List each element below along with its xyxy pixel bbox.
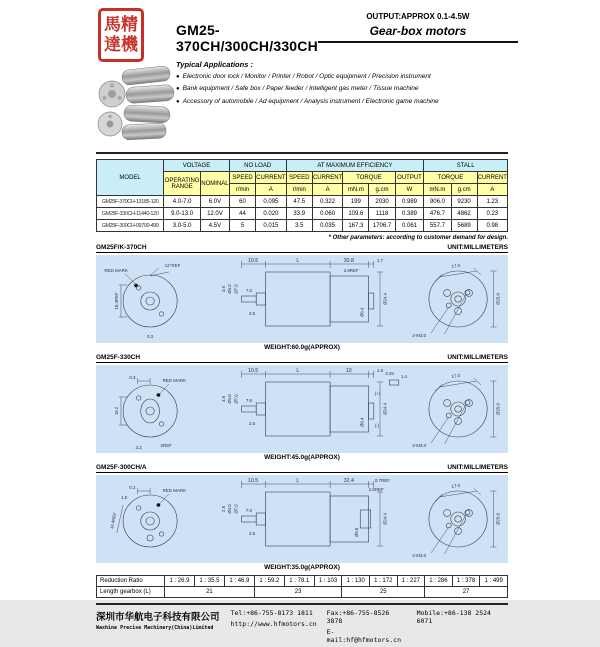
- application-item: [176, 73, 518, 81]
- model-number: GM25F-370CH-13185-120: [97, 196, 164, 208]
- max-eff-current: 0.322: [312, 196, 342, 208]
- dim-label: 32.4: [343, 478, 354, 484]
- ratio-value: 1 : 172: [369, 576, 397, 587]
- dim-label: 3.25: [385, 371, 394, 376]
- unit-rmin: r/min: [286, 184, 312, 196]
- dim-label: L: [296, 478, 300, 484]
- unit-mnm: mN.m: [343, 184, 369, 196]
- dim-label: 10.5: [248, 258, 259, 264]
- screw-spec-label: 2-M3.0: [412, 553, 427, 558]
- dim-label: 2REF: [160, 443, 172, 448]
- max-eff-speed: 3.5: [286, 220, 312, 232]
- col-header-output: OUTPUT: [395, 172, 424, 184]
- dim-label: Ø4.0: [227, 394, 233, 404]
- dim-label: 2.5: [248, 421, 256, 426]
- max-eff-current: 0.035: [312, 220, 342, 232]
- spec-row: [97, 220, 508, 232]
- dim-label: 7.6: [245, 398, 253, 403]
- dim-label: 0.2: [129, 485, 136, 490]
- stall-current: 0.23: [477, 208, 507, 220]
- unit-mnm: mN.m: [424, 184, 451, 196]
- length-row-label: Length gearbox (L): [97, 587, 165, 598]
- header-divider: [96, 152, 508, 154]
- dim-label: 3.9REF: [343, 268, 359, 273]
- bullet-icon: ●: [176, 86, 180, 93]
- dimension-drawing: [96, 365, 508, 453]
- dim-label: Ø24.4: [382, 403, 388, 415]
- dimension-drawing: [96, 475, 508, 563]
- dim-label: Ø6.4: [359, 417, 365, 427]
- max-eff-output: 0.389: [395, 208, 424, 220]
- red-mark-label: RED MARK: [162, 488, 187, 493]
- col-header-speed: SPEED: [229, 172, 255, 184]
- stall-torque-gcm: 9230: [451, 196, 477, 208]
- dim-label: 2.5: [248, 531, 256, 536]
- operating-range: 9.0-13.0: [164, 208, 201, 220]
- dim-label: 7.0: [245, 508, 253, 513]
- unit-label: UNIT:MILLIMETERS: [447, 464, 508, 471]
- col-header-current: CURRENT: [477, 172, 507, 184]
- weight-label: WEIGHT:35.0g(APPROX): [264, 564, 340, 571]
- model-number: GM25F-330CH-11440-120: [97, 208, 164, 220]
- application-text: Bank equipment / Safe box / Paper feeder / Intelligent gas meter / Tissue machine: [182, 85, 419, 93]
- col-header-model: MODEL: [97, 160, 164, 196]
- col-header-torque: TORQUE: [424, 172, 477, 184]
- product-subtitle: Gear-box motors: [369, 24, 467, 38]
- dim-label: Ø25.0: [495, 513, 501, 525]
- dim-label: 0.3: [129, 375, 136, 380]
- dim-label: 17.0: [451, 372, 461, 379]
- ratio-value: 1 : 227: [397, 576, 425, 587]
- dim-label: 18.3REF: [113, 292, 119, 310]
- weight-label: WEIGHT:60.0g(APPROX): [264, 344, 340, 351]
- max-eff-speed: 47.5: [286, 196, 312, 208]
- dim-label: Ø5.6: [354, 527, 360, 537]
- dim-label: 1.5: [120, 495, 128, 500]
- dim-label: 3.5: [220, 396, 227, 402]
- terminal-minus-label: (-): [374, 423, 380, 428]
- drawing-section-370ch: [96, 244, 508, 351]
- col-header-operating-range: OPERATING RANGE: [164, 172, 201, 196]
- stall-torque-gcm: 5689: [451, 220, 477, 232]
- footer: [96, 603, 508, 647]
- mobile-number: Mobile:+86-138 2524 6071: [416, 609, 491, 625]
- drawing-panel: [96, 255, 508, 343]
- dim-label: 0.7REF: [374, 478, 390, 483]
- col-header-current: CURRENT: [312, 172, 342, 184]
- unit-gcm: g.cm: [451, 184, 477, 196]
- unit-amp: A: [256, 184, 286, 196]
- unit-gcm: g.cm: [369, 184, 395, 196]
- red-mark-label: RED MARK: [162, 378, 187, 383]
- reduction-ratio-table: [96, 575, 508, 598]
- dim-label: 10.5: [248, 478, 259, 484]
- header-right-column: [176, 8, 518, 147]
- dim-label: 16.2: [113, 406, 119, 416]
- length-value: 23: [254, 587, 342, 598]
- bullet-icon: ●: [176, 74, 180, 80]
- no-load-speed: 5: [229, 220, 255, 232]
- screw-spec-label: 2-M3.0: [412, 443, 427, 448]
- dim-label: 30.8: [343, 258, 354, 264]
- dim-label: L: [296, 258, 300, 264]
- dim-label: 17.0: [451, 482, 461, 489]
- section-model-label: GM25F-330CH: [96, 354, 141, 361]
- col-group-stall: STALL: [424, 160, 508, 172]
- unit-rmin: r/min: [229, 184, 255, 196]
- fax-number: Fax:+86-755-8526 3878: [326, 609, 390, 625]
- ratio-value: 1 : 35.5: [194, 576, 224, 587]
- application-text: Electronic door lock / Monitor / Printer / Robot / Optic equipment / Precision instrument: [182, 73, 431, 80]
- length-value: 21: [165, 587, 255, 598]
- unit-label: UNIT:MILLIMETERS: [447, 244, 508, 251]
- max-eff-torque-mnm: 167.3: [343, 220, 369, 232]
- dim-label: L: [296, 368, 300, 374]
- company-seal-logo: [98, 8, 144, 62]
- ratio-value: 1 : 46.9: [224, 576, 254, 587]
- company-name-en: Washine Precise Machinery(China)Limited: [96, 625, 214, 631]
- no-load-speed: 44: [229, 208, 255, 220]
- drawing-panel: [96, 475, 508, 563]
- operating-range: 4.0-7.0: [164, 196, 201, 208]
- ratio-value: 1 : 499: [480, 576, 508, 587]
- dim-label: 14.4REF: [108, 511, 118, 530]
- header-left-column: [96, 8, 176, 147]
- col-group-voltage: VOLTAGE: [164, 160, 230, 172]
- email-address: E-mail:hf@hfmotors.cn: [326, 628, 401, 644]
- spec-row: [97, 208, 508, 220]
- length-value: 25: [342, 587, 425, 598]
- col-header-nominal: NOMINAL: [201, 172, 230, 196]
- unit-label: UNIT:MILLIMETERS: [447, 354, 508, 361]
- website-url: http://www.hfmotors.cn: [230, 620, 317, 628]
- dim-label: 3.2: [135, 445, 142, 450]
- ratio-value: 1 : 286: [425, 576, 453, 587]
- dim-label: 2.5: [220, 506, 227, 512]
- model-number: GM25F-300CH-09700-499: [97, 220, 164, 232]
- dim-label: Ø4.0: [227, 504, 233, 514]
- nominal-voltage: 12.0V: [201, 208, 230, 220]
- drawing-section-300ch: [96, 464, 508, 571]
- length-row: [97, 587, 508, 598]
- nominal-voltage: 6.0V: [201, 196, 230, 208]
- motor-photo: [96, 62, 176, 142]
- dim-label: 12°REF: [164, 263, 181, 268]
- dim-label: 0.3: [146, 334, 154, 339]
- application-text: Accessory of automobile / Ad equipment / Analysis instrument / Electronic game machine: [182, 97, 439, 105]
- dim-label: 10.5: [248, 368, 259, 374]
- customer-note: * Other parameters: according to customer demand for design.: [328, 235, 508, 241]
- stall-torque-gcm: 4862: [451, 208, 477, 220]
- applications-heading: Typical Applications :: [176, 60, 253, 69]
- dim-label: Ø7.0: [233, 504, 239, 514]
- red-mark-dot: [134, 284, 138, 288]
- seal-text-left: 馬達: [104, 14, 121, 54]
- col-group-max-efficiency: AT MAXIMUM EFFICIENCY: [286, 160, 424, 172]
- dim-label: Ø24.4: [382, 513, 388, 525]
- max-eff-torque-mnm: 109.6: [343, 208, 369, 220]
- red-mark-label: RED MARK: [104, 268, 128, 273]
- dim-label: Ø7.0: [233, 394, 239, 404]
- max-eff-torque-gcm: 1118: [369, 208, 395, 220]
- col-header-speed: SPEED: [286, 172, 312, 184]
- bullet-icon: ●: [176, 98, 180, 105]
- ratio-row: [97, 576, 508, 587]
- typical-applications: [176, 60, 518, 106]
- ratio-value: 1 : 26.9: [165, 576, 195, 587]
- output-rating: OUTPUT:APPROX 0.1-4.5W: [366, 12, 470, 21]
- output-block: [318, 8, 518, 43]
- section-model-label: GM25F/K-370CH: [96, 244, 147, 251]
- phone-number: Tel:+86-755-8173 1811: [230, 609, 313, 617]
- unit-watt: W: [395, 184, 424, 196]
- ratio-value: 1 : 130: [342, 576, 370, 587]
- ratio-value: 1 : 59.2: [254, 576, 284, 587]
- drawing-section-330ch: [96, 354, 508, 461]
- terminal-plus-label: (+): [374, 391, 381, 396]
- company-name-cn: 深圳市华航电子科技有限公司: [96, 612, 220, 623]
- col-header-current: CURRENT: [256, 172, 286, 184]
- dim-label: Ø25.0: [495, 403, 501, 415]
- max-eff-torque-mnm: 199: [343, 196, 369, 208]
- dim-label: 1.7: [376, 258, 384, 263]
- ratio-value: 1 : 378: [452, 576, 480, 587]
- header: [96, 8, 508, 147]
- max-eff-torque-gcm: 1706.7: [369, 220, 395, 232]
- max-eff-current: 0.060: [312, 208, 342, 220]
- page-title: GM25-370CH/300CH/330CH: [176, 22, 318, 54]
- max-eff-output: 0.061: [395, 220, 424, 232]
- dim-label: 3.5: [220, 286, 227, 292]
- dim-label: Ø24.4: [382, 293, 388, 305]
- max-eff-speed: 33.9: [286, 208, 312, 220]
- dim-label: 1.9: [376, 368, 384, 373]
- max-eff-output: 0.989: [395, 196, 424, 208]
- stall-current: 1.23: [477, 196, 507, 208]
- drawing-panel: [96, 365, 508, 453]
- no-load-current: 0.015: [256, 220, 286, 232]
- dim-label: Ø4.0: [227, 284, 233, 294]
- weight-label: WEIGHT:45.0g(APPROX): [264, 454, 340, 461]
- dim-label: 10: [345, 368, 352, 374]
- col-header-torque: TORQUE: [343, 172, 395, 184]
- spec-table: [96, 159, 508, 232]
- seal-text-right: 精機: [121, 14, 138, 54]
- no-load-current: 0.020: [256, 208, 286, 220]
- dim-label: 7.0: [245, 288, 253, 293]
- ratio-value: 1 : 103: [314, 576, 342, 587]
- stall-current: 0.98: [477, 220, 507, 232]
- spec-row: [97, 196, 508, 208]
- dim-label: 1.4: [400, 374, 408, 379]
- ratio-value: 1 : 78.1: [284, 576, 314, 587]
- dim-label: 2.5: [248, 311, 256, 316]
- screw-spec-label: 2-M3.0: [412, 333, 427, 338]
- length-value: 27: [425, 587, 508, 598]
- max-eff-torque-gcm: 2030: [369, 196, 395, 208]
- dim-label: 17.0: [451, 262, 461, 269]
- nominal-voltage: 4.5V: [201, 220, 230, 232]
- application-item: [176, 85, 518, 93]
- operating-range: 3.0-5.0: [164, 220, 201, 232]
- unit-amp: A: [312, 184, 342, 196]
- unit-amp: A: [477, 184, 507, 196]
- dimension-drawing: [96, 255, 508, 343]
- stall-torque-mnm: 557.7: [424, 220, 451, 232]
- no-load-speed: 60: [229, 196, 255, 208]
- dim-label: Ø7.0: [233, 284, 239, 294]
- no-load-current: 0.095: [256, 196, 286, 208]
- dim-label: 2.6REF: [368, 487, 384, 492]
- application-item: [176, 98, 518, 106]
- dim-label: Ø6.4: [359, 307, 365, 317]
- col-group-no-load: NO LOAD: [229, 160, 286, 172]
- section-model-label: GM25F-300CH/A: [96, 464, 147, 471]
- dim-label: Ø25.0: [495, 293, 501, 305]
- stall-torque-mnm: 906.0: [424, 196, 451, 208]
- ratio-row-label: Reduction Ratio: [97, 576, 165, 587]
- stall-torque-mnm: 476.7: [424, 208, 451, 220]
